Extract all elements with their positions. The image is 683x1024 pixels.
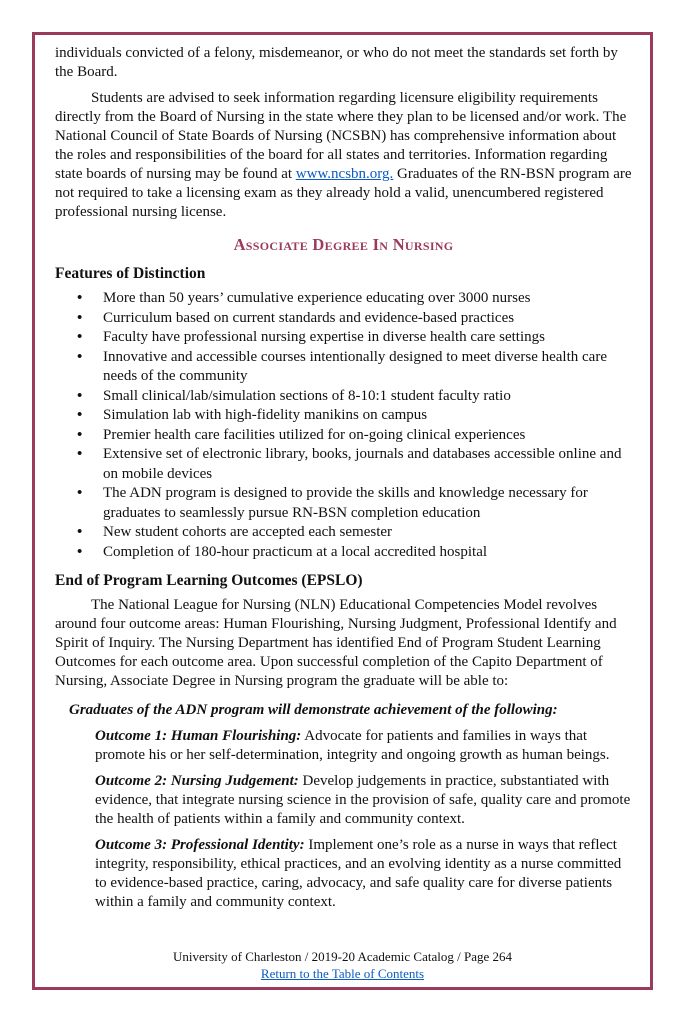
- intro-paragraph: individuals convicted of a felony, misdemeanor, or who do not meet the standards set forth by the Board.: [55, 45, 618, 80]
- features-list: [55, 289, 632, 562]
- list-item: • The ADN program is designed to provide the skills and knowledge necessary for graduates to seamlessly pursue RN-BSN completion education: [77, 484, 632, 523]
- outcome-2-text: Develop judgements in practice, substantiated with evidence, that integrate nursing science in the provision of safe, quality care and promote the health of patients within a family and community context.: [95, 773, 631, 827]
- page-content: [35, 35, 650, 912]
- outcome-2-paragraph: [95, 772, 632, 829]
- footer-catalog-info: University of Charleston / 2019-20 Academic Catalog / Page 264: [172, 949, 512, 964]
- page-footer: [35, 948, 650, 982]
- outcome-3-text: Implement one’s role as a nurse in ways that reflect integrity, responsibility, ethical practices, and an evolving identity as a nurse committed to evidence-based practice, caring, advocacy, and safe quality care for diverse patients within a family and community context.: [95, 837, 622, 910]
- licensure-paragraph: [55, 89, 632, 222]
- list-item: • More than 50 years’ cumulative experience educating over 3000 nurses: [77, 289, 632, 309]
- list-item: • Faculty have professional nursing expertise in diverse health care settings: [77, 328, 632, 348]
- outcome-2-label: Outcome 2: Nursing Judgement:: [95, 773, 299, 789]
- list-item: • Curriculum based on current standards and evidence-based practices: [77, 309, 632, 329]
- list-item: • Innovative and accessible courses intentionally designed to meet diverse health care needs of the community: [77, 348, 632, 387]
- page-border-frame: [32, 32, 653, 990]
- licensure-text-after: Graduates of the RN-BSN program are not required to take a licensing exam as they already hold a valid, unencumbered registered professional nursing license.: [55, 166, 632, 220]
- outcome-1-label: Outcome 1: Human Flourishing:: [95, 728, 302, 744]
- features-heading: Features of Distinction: [55, 265, 206, 282]
- return-to-toc-link[interactable]: Return to the Table of Contents: [260, 966, 425, 981]
- ncsbn-link[interactable]: www.ncsbn.org.: [295, 166, 394, 182]
- list-item: • Premier health care facilities utilized for on-going clinical experiences: [77, 426, 632, 446]
- epslo-paragraph: The National League for Nursing (NLN) Educational Competencies Model revolves around four outcome areas: Human Flourishing, Nursing Judgment, Professional Identify and Spirit of Inquiry. The Nursing Department has identified End of Program Student Learning Outcomes for each outcome area. Upon successful completion of the Capito Department of Nursing, Associate Degree in Nursing program the graduate will be able to:: [55, 597, 617, 689]
- outcome-3-paragraph: [95, 836, 632, 912]
- list-item: • Completion of 180-hour practicum at a local accredited hospital: [77, 543, 632, 563]
- list-item: • Small clinical/lab/simulation sections of 8-10:1 student faculty ratio: [77, 387, 632, 407]
- list-item: • Extensive set of electronic library, books, journals and databases accessible online and on mobile devices: [77, 445, 632, 484]
- list-item: • Simulation lab with high-fidelity manikins on campus: [77, 406, 632, 426]
- outcome-1-paragraph: [95, 727, 632, 765]
- licensure-text-before: Students are advised to seek information regarding licensure eligibility requirements directly from the Board of Nursing in the state where they plan to be licensed and/or work. The National Council of State Boards of Nursing (NCSBN) has comprehensive information about the roles and responsibilities of the board for all states and territories. Information regarding state boards of nursing may be found at: [55, 90, 627, 182]
- epslo-heading: End of Program Learning Outcomes (EPSLO): [55, 572, 363, 589]
- graduates-statement: Graduates of the ADN program will demonstrate achievement of the following:: [69, 702, 558, 718]
- section-heading-adn: Associate Degree In Nursing: [233, 235, 454, 254]
- outcome-1-text: Advocate for patients and families in ways that promote his or her self-determination, integrity and ongoing growth as human beings.: [95, 728, 610, 763]
- outcome-3-label: Outcome 3: Professional Identity:: [95, 837, 305, 853]
- list-item: • New student cohorts are accepted each semester: [77, 523, 632, 543]
